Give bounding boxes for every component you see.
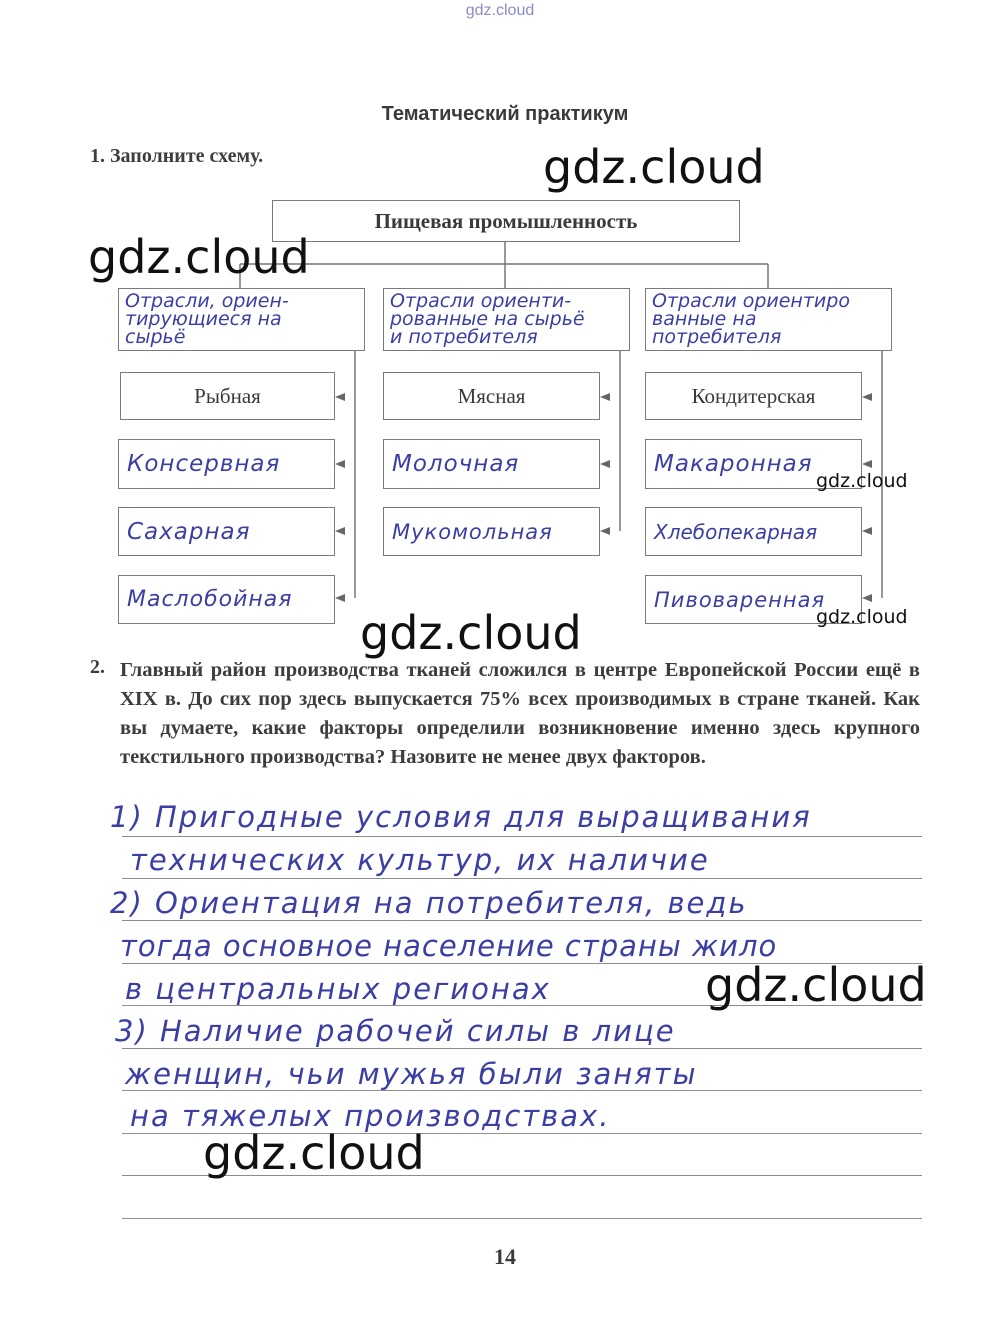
column3-item: Хлебопекарная bbox=[645, 507, 862, 556]
task2-number: 2. bbox=[90, 656, 105, 678]
page-title: Тематический практикум bbox=[381, 103, 629, 125]
column2-item: Молочная bbox=[383, 439, 600, 489]
answer-rule bbox=[122, 1048, 922, 1049]
answer-line: женщин, чьи мужья были заняты bbox=[125, 1057, 698, 1091]
column1-header: Отрасли, ориен- тирующиеся на сырьё bbox=[118, 288, 365, 351]
answer-line: 2) Ориентация на потребителя, ведь bbox=[110, 886, 748, 920]
answer-line: 1) Пригодные условия для выращивания bbox=[110, 800, 812, 834]
column1-item: Сахарная bbox=[118, 507, 335, 556]
watermark: gdz.cloud bbox=[88, 230, 310, 284]
page-number: 14 bbox=[494, 1244, 516, 1269]
answer-line: 3) Наличие рабочей силы в лице bbox=[115, 1014, 676, 1048]
watermark: gdz.cloud bbox=[816, 606, 908, 628]
watermark: gdz.cloud bbox=[543, 140, 765, 194]
scheme-root-box: Пищевая промышленность bbox=[272, 200, 740, 242]
task1-number: 1. bbox=[90, 145, 105, 167]
answer-rule bbox=[122, 878, 922, 879]
watermark: gdz.cloud bbox=[705, 958, 927, 1012]
column2-header: Отрасли ориенти- рованные на сырьё и потребителя bbox=[383, 288, 630, 351]
answer-line: на тяжелых производствах. bbox=[130, 1099, 611, 1133]
column3-item: Пивоваренная bbox=[645, 575, 862, 624]
answer-line: технических культур, их наличие bbox=[130, 843, 710, 877]
answer-rule bbox=[122, 920, 922, 921]
watermark: gdz.cloud bbox=[203, 1126, 425, 1180]
watermark: gdz.cloud bbox=[360, 606, 582, 660]
answer-line: тогда основное население страны жило bbox=[120, 929, 778, 963]
answer-rule bbox=[122, 836, 922, 837]
column1-item: Маслобойная bbox=[118, 575, 335, 624]
answer-rule bbox=[122, 1218, 922, 1219]
column3-item: Кондитерская bbox=[645, 372, 862, 420]
answer-line: в центральных регионах bbox=[125, 972, 551, 1006]
column1-item: Рыбная bbox=[120, 372, 335, 420]
column2-item: Мясная bbox=[383, 372, 600, 420]
top-watermark: gdz.cloud bbox=[465, 2, 535, 19]
column3-header: Отрасли ориентиро ванные на потребителя bbox=[645, 288, 892, 351]
column3-item: Макаронная bbox=[645, 439, 862, 489]
watermark: gdz.cloud bbox=[816, 470, 908, 492]
column2-item: Мукомольная bbox=[383, 507, 600, 556]
column1-item: Консервная bbox=[118, 439, 335, 489]
task2-question: Главный район производства тканей сложился в центре Европейской России ещё в XIX в. До сих пор здесь выпускается 75% всех производимых в стране тканей. Как вы думаете, какие факторы определили возникновение именно здесь крупного текстильного производства? Назовите не менее двух факторов. bbox=[120, 659, 920, 768]
task1-text: Заполните схему. bbox=[110, 145, 264, 167]
